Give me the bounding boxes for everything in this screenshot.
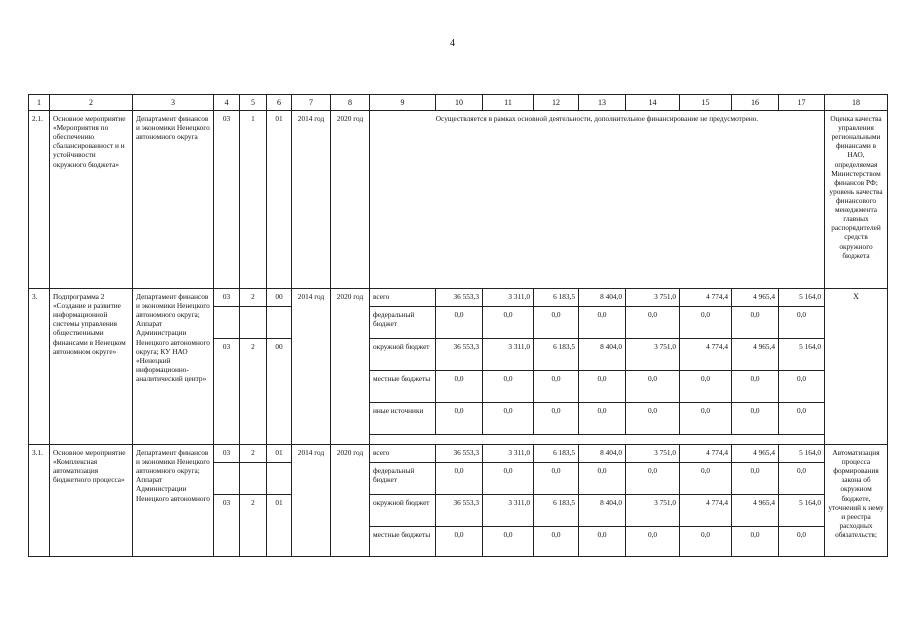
header-row (29, 95, 888, 111)
value-cell: 5 164,0 (779, 289, 825, 307)
indicator-cell: Х (825, 289, 888, 445)
value-cell: 8 404,0 (579, 495, 626, 527)
source-label: всего (370, 289, 436, 307)
header-cell: 2 (50, 95, 133, 111)
header-cell: 18 (825, 95, 888, 111)
value-cell: 0,0 (779, 403, 825, 435)
end-year: 2020 год (331, 289, 370, 445)
value-cell: 3 311,0 (483, 445, 534, 463)
end-year: 2020 год (331, 445, 370, 557)
source-label: местные бюджеты (370, 527, 436, 557)
row-number: 2.1. (29, 111, 50, 289)
value-cell: 3 311,0 (483, 339, 534, 371)
value-cell: 6 183,5 (534, 495, 579, 527)
indicator-cell: Оценка качества управления региональными финансами в НАО, определяемая Министерством финансов РФ; уровень качества финансового менеджмента главных распорядителей средств окружного бюджета (825, 111, 888, 289)
value-cell: 4 774,4 (680, 339, 732, 371)
header-cell: 9 (370, 95, 436, 111)
value-cell: 3 751,0 (626, 339, 680, 371)
value-cell: 4 965,4 (732, 289, 779, 307)
value-cell: 0,0 (680, 463, 732, 495)
value-cell: 0,0 (680, 371, 732, 403)
code-cell: 03 (214, 495, 240, 557)
program-table (28, 94, 888, 557)
value-cell: 6 183,5 (534, 289, 579, 307)
start-year: 2014 год (292, 445, 331, 557)
funding-note: Осуществляется в рамках основной деятельности, дополнительное финансирование не предусмотрено. (370, 111, 825, 289)
value-cell: 8 404,0 (579, 289, 626, 307)
value-cell: 3 311,0 (483, 495, 534, 527)
header-cell: 13 (579, 95, 626, 111)
value-cell: 0,0 (779, 527, 825, 557)
page-number: 4 (450, 38, 455, 49)
code-cell: 01 (267, 495, 292, 557)
code-cell: 1 (240, 111, 267, 289)
value-cell: 0,0 (626, 307, 680, 339)
value-cell: 0,0 (483, 371, 534, 403)
header-cell: 11 (483, 95, 534, 111)
value-cell: 0,0 (534, 403, 579, 435)
value-cell: 0,0 (579, 371, 626, 403)
value-cell: 0,0 (732, 403, 779, 435)
activity-name: Подпрограмма 2 «Создание и развитие информационной системы управления общественными финансами в Ненецком автономном округе» (50, 289, 133, 445)
value-cell: 0,0 (534, 527, 579, 557)
source-label: всего (370, 445, 436, 463)
empty-cell (267, 307, 292, 339)
value-cell: 0,0 (436, 463, 483, 495)
value-cell: 4 774,4 (680, 495, 732, 527)
header-cell: 1 (29, 95, 50, 111)
code-cell: 00 (267, 339, 292, 445)
code-cell: 03 (214, 445, 240, 463)
code-cell: 00 (267, 289, 292, 307)
value-cell: 3 751,0 (626, 289, 680, 307)
code-cell: 03 (214, 111, 240, 289)
value-cell: 0,0 (779, 307, 825, 339)
value-cell: 0,0 (680, 403, 732, 435)
value-cell: 0,0 (779, 463, 825, 495)
header-cell: 17 (779, 95, 825, 111)
value-cell: 0,0 (483, 527, 534, 557)
executor: Департамент финансов и экономики Ненецкого автономного округа; Аппарат Администрации Ненецкого автономного округа; КУ НАО «Ненецкий информационно-аналитический центр» (133, 289, 214, 445)
value-cell: 0,0 (436, 371, 483, 403)
header-cell: 14 (626, 95, 680, 111)
empty-cell (267, 463, 292, 495)
value-cell: 3 311,0 (483, 289, 534, 307)
executor: Департамент финансов и экономики Ненецкого автономного округа; Аппарат Администрации Ненецкого автономного (133, 445, 214, 557)
value-cell: 36 553,3 (436, 445, 483, 463)
table-row (29, 445, 888, 463)
value-cell: 0,0 (680, 307, 732, 339)
value-cell: 0,0 (779, 371, 825, 403)
table-row (29, 289, 888, 307)
source-label: окружной бюджет (370, 495, 436, 527)
code-cell: 2 (240, 289, 267, 307)
value-cell: 0,0 (579, 403, 626, 435)
value-cell: 0,0 (626, 403, 680, 435)
value-cell: 4 774,4 (680, 289, 732, 307)
value-cell: 0,0 (579, 307, 626, 339)
value-cell: 0,0 (483, 403, 534, 435)
value-cell: 4 965,4 (732, 339, 779, 371)
value-cell: 0,0 (436, 307, 483, 339)
table-row (29, 111, 888, 289)
header-cell: 6 (267, 95, 292, 111)
header-cell: 16 (732, 95, 779, 111)
value-cell: 3 751,0 (626, 445, 680, 463)
value-cell: 0,0 (579, 527, 626, 557)
value-cell: 0,0 (626, 463, 680, 495)
value-cell: 3 751,0 (626, 495, 680, 527)
row-number: 3.1. (29, 445, 50, 557)
value-cell: 0,0 (534, 307, 579, 339)
indicator-cell: Автоматизация процесса формирования закона об окружном бюджете, уточнений к нему и реестра расходных обязательств; (825, 445, 888, 557)
value-cell: 6 183,5 (534, 339, 579, 371)
value-cell: 5 164,0 (779, 445, 825, 463)
value-cell: 6 183,5 (534, 445, 579, 463)
header-cell: 5 (240, 95, 267, 111)
executor: Департамент финансов и экономики Ненецкого автономного округа (133, 111, 214, 289)
code-cell: 01 (267, 111, 292, 289)
source-label: федеральный бюджет (370, 307, 436, 339)
code-cell: 2 (240, 445, 267, 463)
value-cell: 36 553,3 (436, 339, 483, 371)
activity-name: Основное мероприятие «Мероприятия по обеспечению сбалансированност и и устойчивости окружного бюджета» (50, 111, 133, 289)
header-cell: 10 (436, 95, 483, 111)
empty-cell (240, 463, 267, 495)
value-cell: 0,0 (732, 371, 779, 403)
value-cell: 5 164,0 (779, 339, 825, 371)
value-cell: 4 965,4 (732, 445, 779, 463)
value-cell: 0,0 (534, 371, 579, 403)
value-cell: 8 404,0 (579, 339, 626, 371)
empty-cell (214, 307, 240, 339)
value-cell: 4 774,4 (680, 445, 732, 463)
activity-name: Основное мероприятие «Комплексная автоматизация бюджетного процесса» (50, 445, 133, 557)
row-number: 3. (29, 289, 50, 445)
value-cell: 0,0 (732, 527, 779, 557)
header-cell: 15 (680, 95, 732, 111)
header-cell: 4 (214, 95, 240, 111)
header-cell: 7 (292, 95, 331, 111)
value-cell: 0,0 (732, 463, 779, 495)
empty-cell (240, 307, 267, 339)
empty-cell (214, 463, 240, 495)
value-cell: 5 164,0 (779, 495, 825, 527)
value-cell: 0,0 (436, 403, 483, 435)
header-cell: 12 (534, 95, 579, 111)
value-cell: 8 404,0 (579, 445, 626, 463)
value-cell: 0,0 (579, 463, 626, 495)
source-label: иные источники (370, 403, 436, 435)
header-cell: 3 (133, 95, 214, 111)
value-cell: 0,0 (483, 307, 534, 339)
source-label: местные бюджеты (370, 371, 436, 403)
header-cell: 8 (331, 95, 370, 111)
empty-cell (370, 435, 825, 445)
value-cell: 0,0 (534, 463, 579, 495)
source-label: окружной бюджет (370, 339, 436, 371)
end-year: 2020 год (331, 111, 370, 289)
value-cell: 0,0 (626, 527, 680, 557)
value-cell: 0,0 (626, 371, 680, 403)
value-cell: 0,0 (680, 527, 732, 557)
value-cell: 36 553,3 (436, 289, 483, 307)
source-label: федеральный бюджет (370, 463, 436, 495)
value-cell: 36 553,3 (436, 495, 483, 527)
value-cell: 4 965,4 (732, 495, 779, 527)
value-cell: 0,0 (732, 307, 779, 339)
start-year: 2014 год (292, 289, 331, 445)
value-cell: 0,0 (483, 463, 534, 495)
code-cell: 2 (240, 495, 267, 557)
code-cell: 03 (214, 339, 240, 445)
value-cell: 0,0 (436, 527, 483, 557)
code-cell: 01 (267, 445, 292, 463)
start-year: 2014 год (292, 111, 331, 289)
code-cell: 03 (214, 289, 240, 307)
code-cell: 2 (240, 339, 267, 445)
